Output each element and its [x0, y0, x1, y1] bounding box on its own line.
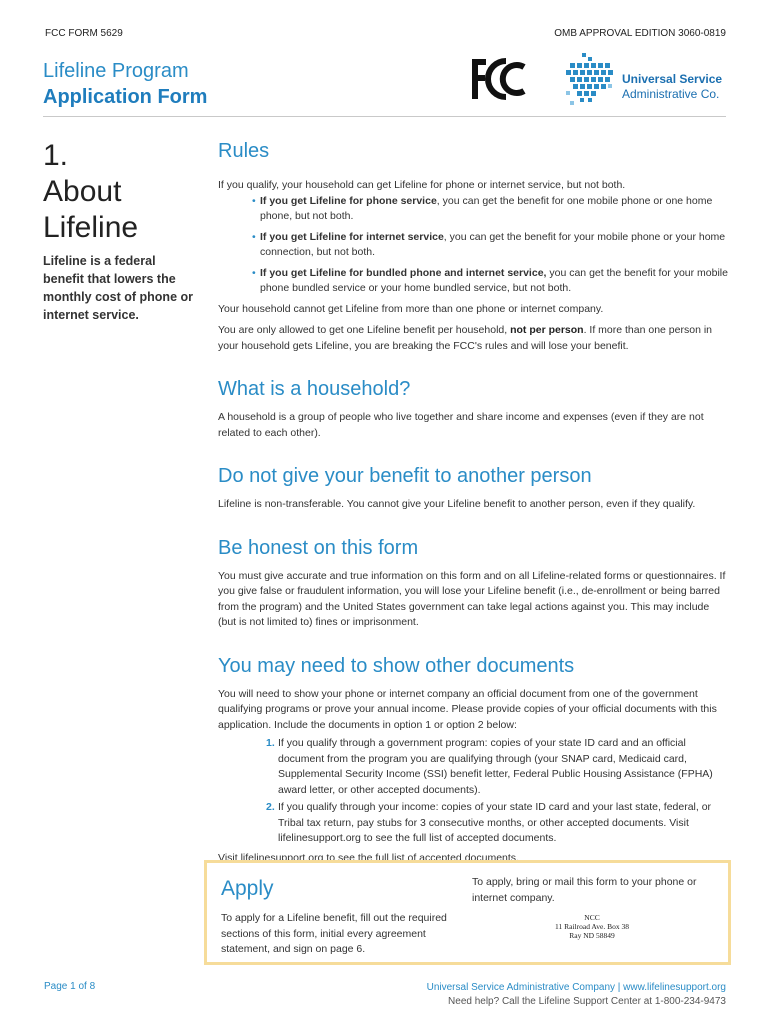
household-section [218, 376, 730, 441]
documents-outro: Visit lifelinesupport.org to see the full list of accepted documents. [218, 851, 519, 864]
footer-org: Universal Service Administrative Company | www.lifelinesupport.org [426, 982, 726, 993]
main-content [218, 138, 730, 866]
page-title [43, 58, 207, 110]
rules-bullets [252, 194, 730, 297]
rules-one-company: Your household cannot get Lifeline from more than one phone or internet company. [218, 302, 604, 315]
no-give-section [218, 463, 730, 513]
rules-section [218, 138, 730, 354]
section-title [43, 138, 138, 246]
honest-text: You must give accurate and true information on this form and on all Lifeline-related forms or questionnaires. If you give false or fraudulent information, you will lose your Lifeline benefit (i.e., de-enrollment or being barred from the program) and the United States government can take legal actions against you. This may include (but is not limited to) fines or imprisonment. [218, 569, 726, 628]
no-give-heading: Do not give your benefit to another person [218, 465, 592, 487]
documents-heading: You may need to show other documents [218, 654, 575, 677]
apply-instructions: To apply for a Lifeline benefit, fill out the required sections of this form, initial every agreement statement, and sign on page 6. [221, 912, 447, 955]
documents-intro: You will need to show your phone or internet company an official document from one of the government qualifying programs or prove your annual income. Please provide copies of your official documents with this application. Include the documents in option 1 or option 2 below: [218, 687, 717, 731]
header-divider [43, 116, 726, 117]
honest-section [218, 535, 730, 631]
list-item: 2. If you qualify through your income: copies of your state ID card and your last state, federal, or Tribal tax return, pay stubs for 3 consecutive months, or other accepted documents. Visit lifelinesupport.org to see the full list of accepted documents. [266, 801, 712, 844]
section-title-line-1: About [43, 175, 122, 208]
list-item: 1. If you qualify through a government program: copies of your state ID card and an official document from the program you are qualifying through (your SNAP card, Medicaid card, Supplemental Security Income (SSI) benefit letter, Federal Public Housing Assistance (FPHA) award letter, or other accepted documents). [266, 737, 713, 796]
footer-info [427, 981, 726, 1009]
household-heading: What is a household? [218, 378, 411, 400]
list-item: • If you get Lifeline for internet service, you can get the benefit for your mobile phone or your home connection, but not both. [252, 230, 730, 261]
title-line-2: Application Form [43, 86, 208, 108]
mailing-address: NCC 11 Railroad Ave. Box 38 Ray ND 58849 [555, 913, 629, 940]
omb-edition: OMB APPROVAL EDITION 3060-0819 [554, 28, 726, 39]
list-item: • If you get Lifeline for phone service, you can get the benefit for one mobile phone or one home phone, but not both. [252, 194, 730, 225]
section-description: Lifeline is a federal benefit that lowers the monthly cost of phone or internet service. [43, 254, 193, 322]
honest-heading: Be honest on this form [218, 536, 419, 559]
rules-intro: If you qualify, your household can get Lifeline for phone or internet service, but not both. [218, 179, 626, 191]
apply-box [204, 860, 731, 965]
fcc-logo [470, 55, 530, 103]
apply-heading: Apply [221, 877, 274, 900]
documents-options [266, 736, 730, 847]
section-title-line-2: Lifeline [43, 211, 139, 244]
page-number: Page 1 of 8 [44, 981, 96, 992]
header-bar [45, 28, 726, 42]
section-number: 1. [43, 139, 69, 172]
rules-heading: Rules [218, 140, 270, 162]
form-id: FCC FORM 5629 [45, 28, 123, 39]
title-line-1: Lifeline Program [43, 60, 189, 82]
usac-logo [564, 51, 624, 111]
footer-help: Need help? Call the Lifeline Support Center at 1-800-234-9473 [448, 996, 726, 1007]
no-give-text: Lifeline is non-transferable. You cannot give your Lifeline benefit to another person, even if they qualify. [218, 498, 696, 510]
rules-one-benefit: You are only allowed to get one Lifeline benefit per household, not per person. If more than one person in your household gets Lifeline, you are breaking the FCC's rules and will lose your benefit. [218, 324, 713, 352]
list-item: • If you get Lifeline for bundled phone and internet service, you can get the benefit for your mobile phone bundled service or your home bundled service, but not both. [252, 266, 730, 297]
documents-section [218, 653, 730, 867]
household-text: A household is a group of people who live together and share income and expenses (even if they are not related to each other). [218, 411, 704, 439]
usac-name: Universal Service Administrative Co. [622, 72, 723, 101]
apply-where: To apply, bring or mail this form to your phone or internet company. [472, 876, 697, 904]
